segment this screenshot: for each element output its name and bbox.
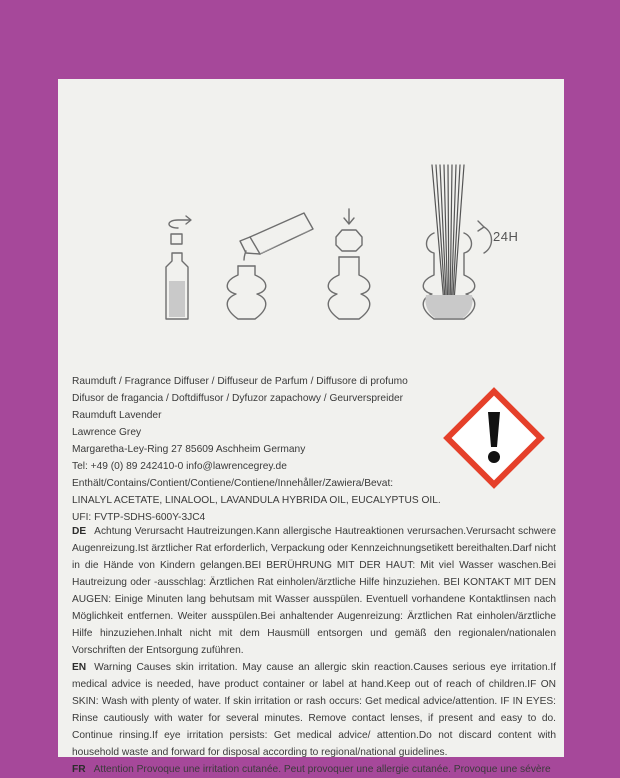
warning-text: Attention Provoque une irritation cutanée. Peut provoquer une allergie cutanée. Provoque une sévère [93,764,551,775]
time-label: 24H [493,229,519,244]
bottle-cap [171,234,182,244]
address: Margaretha-Ley-Ring 27 85609 Aschheim Germany [72,444,306,455]
pour-step [227,213,313,319]
product-name-line: Difusor de fragancia / Doftdiffusor / Dyfuzor zapachowy / Geurverspreider [72,393,404,404]
down-arrow-icon [344,209,354,224]
lang-code: FR [72,764,86,775]
reeds-step [423,165,491,319]
contains-heading: Enthält/Contains/Contient/Contiene/Contiene/Innehåller/Zawiera/Bevat: [72,478,394,489]
label-panel [58,79,564,775]
warning-text: Warning Causes skin irritation. May cause an allergic skin reaction.Causes serious eye irritation.If medical advice is needed, have product container or label at hand.Keep out of reach of children.IF ON SKIN: Wash with plenty of water. If skin irritation or rash occurs: Get medical advice/attention. IF IN EYES: Rinse cautiously with water for several minutes. Remove contact lenses, if present and easy to do. Continue rinsing.If eye irritation persists: Get medical advice/ attention.Do not discard content with household waste and forward for disposal according to regional/national guidelines. [72,662,556,758]
lang-code: EN [72,662,87,673]
product-variant: Raumduft Lavender [72,410,162,421]
contact: Tel: +49 (0) 89 242410-0 info@lawrencegrey.de [72,461,287,472]
lang-code: DE [72,526,87,537]
warning-fr [72,761,556,778]
vase-outline-2 [328,257,370,319]
bottle-uncap-step [166,216,191,319]
vase-liquid [425,295,472,318]
product-name-line: Raumduft / Fragrance Diffuser / Diffuseur de Parfum / Diffusore di profumo [72,376,408,387]
vase-outline [227,266,266,319]
product-info [72,373,442,526]
stopper-step [328,209,370,319]
pouring-bottle [250,213,313,254]
pouring-neck [240,237,260,254]
ingredients: LINALYL ACETATE, LINALOOL, LAVANDULA HYBRIDA OIL, EUCALYPTUS OIL. [72,495,441,506]
ufi-code: UFI: FVTP-SDHS-600Y-3JC4 [72,512,206,523]
usage-illustration [158,163,518,328]
rotate-arrow-icon [169,216,191,228]
bottle-liquid [169,281,185,317]
warning-de [72,523,556,659]
warning-text: Achtung Verursacht Hautreizungen.Kann allergische Hautreaktionen verursachen.Verursacht schwere Augenreizung.Ist ärztlicher Rat erforderlich, Verpackung oder Kennzeichnungsetikett bereithalten.Darf nicht in die Hände von Kindern gelangen.BEI BERÜHRUNG MIT DER HAUT: Mit viel Wasser waschen.Bei Hautreizung oder -ausschlag: Ärztlichen Rat einholen/ärztliche Hilfe hinzuziehen. BEI KONTAKT MIT DEN AUGEN: Einige Minuten lang behutsam mit Wasser ausspülen. Eventuell vorhandene Kontaktlinsen nach Möglichkeit entfernen. Weiter ausspülen.Bei anhaltender Augenreizung: Ärztlichen Rat einholen/ärztliche Hilfe hinzuziehen.Inhalt nicht mit dem Hausmüll entsorgen und gemäß den regionalen/nationalen Vorschriften der Entsorgung zuführen. [72,526,556,656]
pour-drop [244,251,246,260]
brand-name: Lawrence Grey [72,427,142,438]
exclamation-mark-hazard-icon [441,385,547,491]
stopper [336,230,362,251]
hazard-warnings [72,523,556,778]
reed-sticks [432,165,464,315]
turn-arrow-icon [478,221,492,253]
warning-en [72,659,556,761]
